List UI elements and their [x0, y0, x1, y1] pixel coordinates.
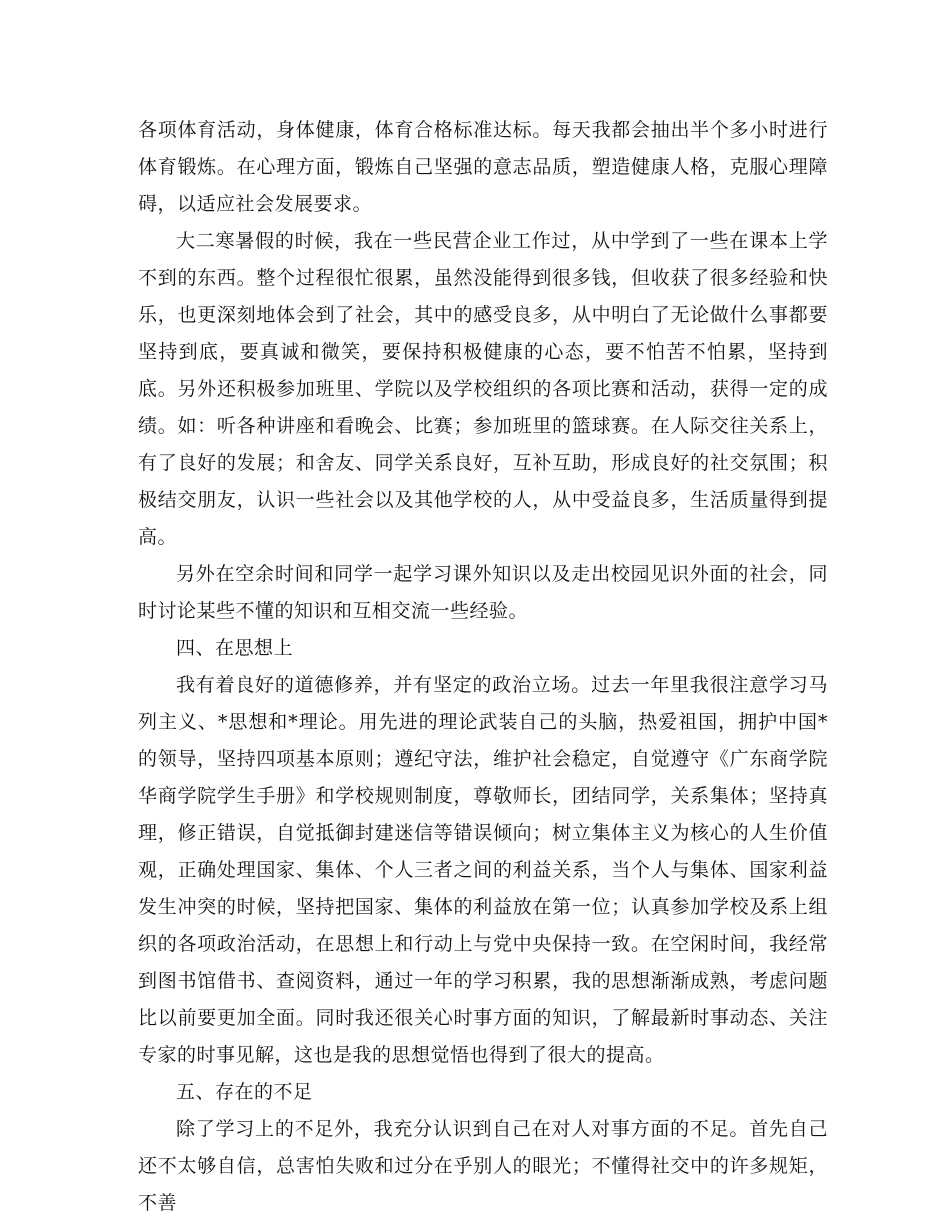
paragraph-2: 大二寒暑假的时候，我在一些民营企业工作过，从中学到了一些在课本上学不到的东西。整个过程很忙很累，虽然没能得到很多钱，但收获了很多经验和快乐，也更深刻地体会到了社会，其中的感受良多，从中明白了无论做什么事都要坚持到底，要真诚和微笑，要保持积极健康的心态，要不怕苦不怕累，坚持到底。另外还积极参加班里、学院以及学校组织的各项比赛和活动，获得一定的成绩。如：听各种讲座和看晚会、比赛；参加班里的篮球赛。在人际交往关系上，有了良好的发展；和舍友、同学关系良好，互补互助，形成良好的社交氛围；积极结交朋友，认识一些社会以及其他学校的人，从中受益良多，生活质量得到提高。	[138, 230, 828, 548]
section-heading-5: 五、存在的不足	[176, 1081, 313, 1103]
paragraph-4: 我有着良好的道德修养，并有坚定的政治立场。过去一年里我很注意学习马列主义、*思想和*理论。用先进的理论武装自己的头脑，热爱祖国，拥护中国*的领导，坚持四项基本原则；遵纪守法，维护社会稳定，自觉遵守《广东商学院华商学院学生手册》和学校规则制度，尊敬师长，团结同学，关系集体；坚持真理，修正错误，自觉抵御封建迷信等错误倾向；树立集体主义为核心的人生价值观，正确处理国家、集体、个人三者之间的利益关系，当个人与集体、国家利益发生冲突的时候，坚持把国家、集体的利益放在第一位；认真参加学校及系上组织的各项政治活动，在思想上和行动上与党中央保持一致。在空闲时间，我经常到图书馆借书、查阅资料，通过一年的学习积累，我的思想渐渐成熟，考虑问题比以前要更加全面。同时我还很关心时事方面的知识，了解最新时事动态、关注专家的时事见解，这也是我的思想觉悟也得到了很大的提高。	[138, 674, 828, 1066]
paragraph-1: 各项体育活动，身体健康，体育合格标准达标。每天我都会抽出半个多小时进行体育锻炼。在心理方面，锻炼自己坚强的意志品质，塑造健康人格，克服心理障碍，以适应社会发展要求。	[138, 119, 828, 215]
paragraph-5: 除了学习上的不足外，我充分认识到自己在对人对事方面的不足。首先自己还不太够自信，总害怕失败和过分在乎别人的眼光；不懂得社交中的许多规矩，不善	[138, 1118, 828, 1214]
document-body	[138, 112, 828, 1222]
paragraph-3: 另外在空余时间和同学一起学习课外知识以及走出校园见识外面的社会，同时讨论某些不懂的知识和互相交流一些经验。	[138, 563, 828, 622]
section-heading-4: 四、在思想上	[176, 637, 294, 659]
